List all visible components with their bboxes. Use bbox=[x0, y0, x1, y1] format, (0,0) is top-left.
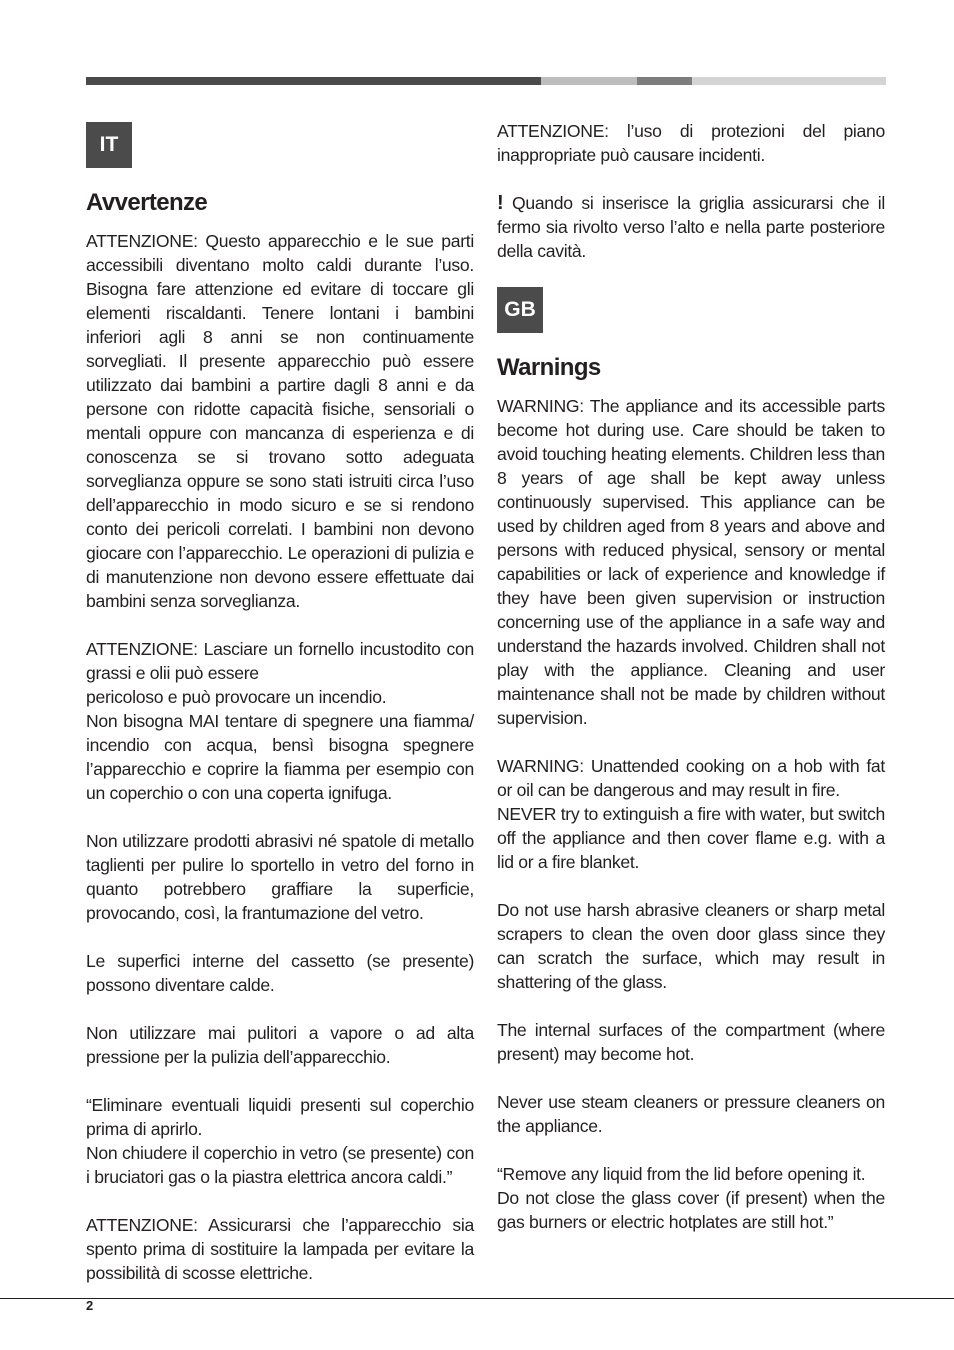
paragraph-line: “Eliminare eventuali liquidi presenti sul coperchio prima di aprirlo. bbox=[86, 1095, 474, 1139]
italian-column bbox=[86, 122, 474, 1309]
header-bar-segment-pale bbox=[692, 77, 886, 85]
warning-paragraph: ATTENZIONE: Assicurarsi che l’apparecchio sia spento prima di sostituire la lampada per evitare la possibilità di scosse elettriche. bbox=[86, 1215, 474, 1283]
paragraph-line: Do not close the glass cover (if present) when the gas burners or electric hotplates are still hot.” bbox=[497, 1188, 885, 1232]
warning-paragraph bbox=[86, 1093, 474, 1189]
warning-paragraph: Never use steam cleaners or pressure cleaners on the appliance. bbox=[497, 1092, 885, 1136]
warning-paragraph: ATTENZIONE: Questo apparecchio e le sue parti accessibili diventano molto caldi durante l’uso. Bisogna fare attenzione ed evitare di toccare gli elementi riscaldanti. Tenere lontani i bambini inferiori agli 8 anni se non continuamente sorvegliati. Il presente apparecchio può essere utilizzato dai bambini a partire dagli 8 anni e da persone con ridotte capacità fisiche, sensoriali o mentali oppure con mancanza di esperienza e di conoscenza se si trovano sotto adeguata sorveglianza oppure se sono stati istruiti circa l’uso dell’apparecchio in modo sicuro e se si rendono conto dei pericoli correlati. I bambini non devono giocare con l’apparecchio. Le operazioni di pulizia e di manutenzione non devono essere effettuate dai bambini senza sorveglianza. bbox=[86, 231, 474, 611]
paragraph-line: NEVER try to extinguish a fire with water, but switch off the appliance and then cover flame e.g. with a lid or a fire blanket. bbox=[497, 804, 885, 872]
warning-paragraph: Do not use harsh abrasive cleaners or sharp metal scrapers to clean the oven door glass since they can scratch the surface, which may result in shattering of the glass. bbox=[497, 900, 885, 992]
paragraph-text: Quando si inserisce la griglia assicurarsi che il fermo sia rivolto verso l’alto e nella parte posteriore della cavità. bbox=[497, 193, 885, 261]
warning-paragraph bbox=[497, 1162, 885, 1234]
warning-paragraph: Le superfici interne del cassetto (se presente) possono diventare calde. bbox=[86, 951, 474, 995]
warning-paragraph: WARNING: The appliance and its accessible parts become hot during use. Care should be taken to avoid touching heating elements. Children less than 8 years of age shall be kept away unless continuously supervised. This appliance can be used by children aged from 8 years and above and persons with reduced physical, sensory or mental capabilities or lack of experience and knowledge if they have been given supervision or instruction concerning use of the appliance in a safe way and understand the hazards involved. Children shall not play with the appliance. Cleaning and user maintenance shall not be made by children without supervision. bbox=[497, 396, 885, 728]
warning-paragraph: Non utilizzare mai pulitori a vapore o ad alta pressione per la pulizia dell’apparecchio. bbox=[86, 1023, 474, 1067]
header-bar-segment-light bbox=[541, 77, 637, 85]
header-bar-segment-mid bbox=[637, 77, 692, 85]
page-number: 2 bbox=[86, 1298, 94, 1313]
section-title-gb: Warnings bbox=[497, 354, 601, 381]
warning-paragraph: ATTENZIONE: l’uso di protezioni del piano inappropriate può causare incidenti. bbox=[497, 121, 885, 165]
paragraph-line: Non bisogna MAI tentare di spegnere una fiamma/ incendio con acqua, bensì bisogna spegnere l’apparecchio e coprire la fiamma per esempio con un coperchio o con una coperta ignifuga. bbox=[86, 711, 474, 803]
warning-paragraph bbox=[86, 637, 474, 805]
paragraph-line: ATTENZIONE: Lasciare un fornello incustodito con grassi e olii può essere bbox=[86, 639, 474, 683]
language-badge-it: IT bbox=[86, 122, 132, 168]
paragraph-line: pericoloso e può provocare un incendio. bbox=[86, 687, 387, 707]
header-bar-segment-dark bbox=[86, 77, 541, 85]
paragraph-line: WARNING: Unattended cooking on a hob with fat or oil can be dangerous and may result in fire. bbox=[497, 756, 885, 800]
paragraph-line: “Remove any liquid from the lid before opening it. bbox=[497, 1164, 866, 1184]
warning-paragraph: Non utilizzare prodotti abrasivi né spatole di metallo taglienti per pulire lo sportello in vetro del forno in quanto potrebbero graffiare la superficie, provocando, così, la frantumazione del vetro. bbox=[86, 831, 474, 923]
footer-rule bbox=[0, 1298, 954, 1299]
warning-paragraph: The internal surfaces of the compartment (where present) may become hot. bbox=[497, 1020, 885, 1064]
right-column bbox=[497, 119, 885, 1258]
paragraph-line: Non chiudere il coperchio in vetro (se presente) con i bruciatori gas o la piastra elettrica ancora caldi.” bbox=[86, 1143, 474, 1187]
warning-paragraph bbox=[497, 191, 885, 263]
section-title-it: Avvertenze bbox=[86, 189, 208, 216]
warning-paragraph bbox=[497, 754, 885, 874]
exclamation-icon: ! bbox=[497, 192, 504, 214]
language-badge-gb: GB bbox=[497, 287, 543, 333]
